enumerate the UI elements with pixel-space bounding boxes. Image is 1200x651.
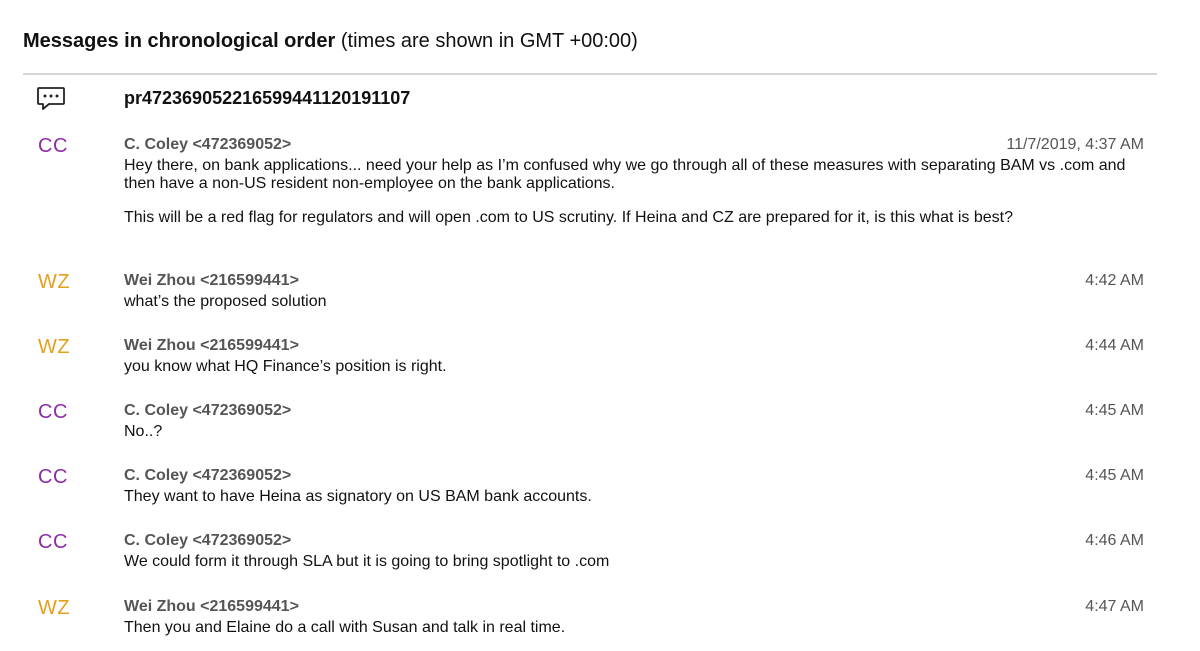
thread-id: pr472369052216599441120191107 <box>124 88 411 108</box>
message-sender: C. Coley <472369052> <box>124 467 292 484</box>
message-sender: Wei Zhou <216599441> <box>124 598 299 615</box>
message-time: 4:45 AM <box>1085 402 1144 419</box>
message-time: 4:46 AM <box>1085 532 1144 549</box>
avatar: CC <box>38 466 68 488</box>
message-paragraph: We could form it through SLA but it is going to bring spotlight to .com <box>124 553 610 570</box>
message-paragraph: Then you and Elaine do a call with Susan and talk in real time. <box>124 619 566 636</box>
page-title <box>23 28 638 54</box>
message-time: 4:45 AM <box>1085 467 1144 484</box>
message-sender: C. Coley <472369052> <box>124 532 292 549</box>
chat-bubble-icon <box>36 86 66 112</box>
message-body <box>124 619 1144 637</box>
message-body <box>124 488 1144 506</box>
avatar: WZ <box>38 271 71 293</box>
page-title-main: Messages in chronological order <box>23 30 336 52</box>
message-sender: C. Coley <472369052> <box>124 136 292 153</box>
message-paragraph: No..? <box>124 423 163 440</box>
message-time: 4:44 AM <box>1085 337 1144 354</box>
message-paragraph: They want to have Heina as signatory on US BAM bank accounts. <box>124 488 592 505</box>
message-time: 4:42 AM <box>1085 272 1144 289</box>
message-paragraph: what’s the proposed solution <box>124 293 327 310</box>
message-paragraph: This will be a red flag for regulators and will open .com to US scrutiny. If Heina and CZ are prepared for it, is this what is best? <box>124 209 1013 226</box>
message-time: 11/7/2019, 4:37 AM <box>1006 136 1144 153</box>
message-time: 4:47 AM <box>1085 598 1144 615</box>
header-divider <box>23 73 1157 75</box>
avatar: WZ <box>38 597 71 619</box>
avatar: CC <box>38 531 68 553</box>
timezone-note: (times are shown in GMT +00:00) <box>335 30 638 52</box>
message-paragraph: Hey there, on bank applications... need your help as I’m confused why we go through all of these measures with separating BAM vs .com and then have a non-US resident non-employee on the bank applications. <box>124 157 1126 192</box>
message-body <box>124 553 1144 571</box>
message-body <box>124 423 1144 441</box>
avatar: CC <box>38 135 68 157</box>
message-sender: C. Coley <472369052> <box>124 402 292 419</box>
message-paragraph: you know what HQ Finance’s position is right. <box>124 358 447 375</box>
message-body <box>124 358 1144 376</box>
avatar: WZ <box>38 336 71 358</box>
message-body <box>124 293 1144 311</box>
message-sender: Wei Zhou <216599441> <box>124 337 299 354</box>
avatar: CC <box>38 401 68 423</box>
message-body <box>124 157 1144 227</box>
message-sender: Wei Zhou <216599441> <box>124 272 299 289</box>
